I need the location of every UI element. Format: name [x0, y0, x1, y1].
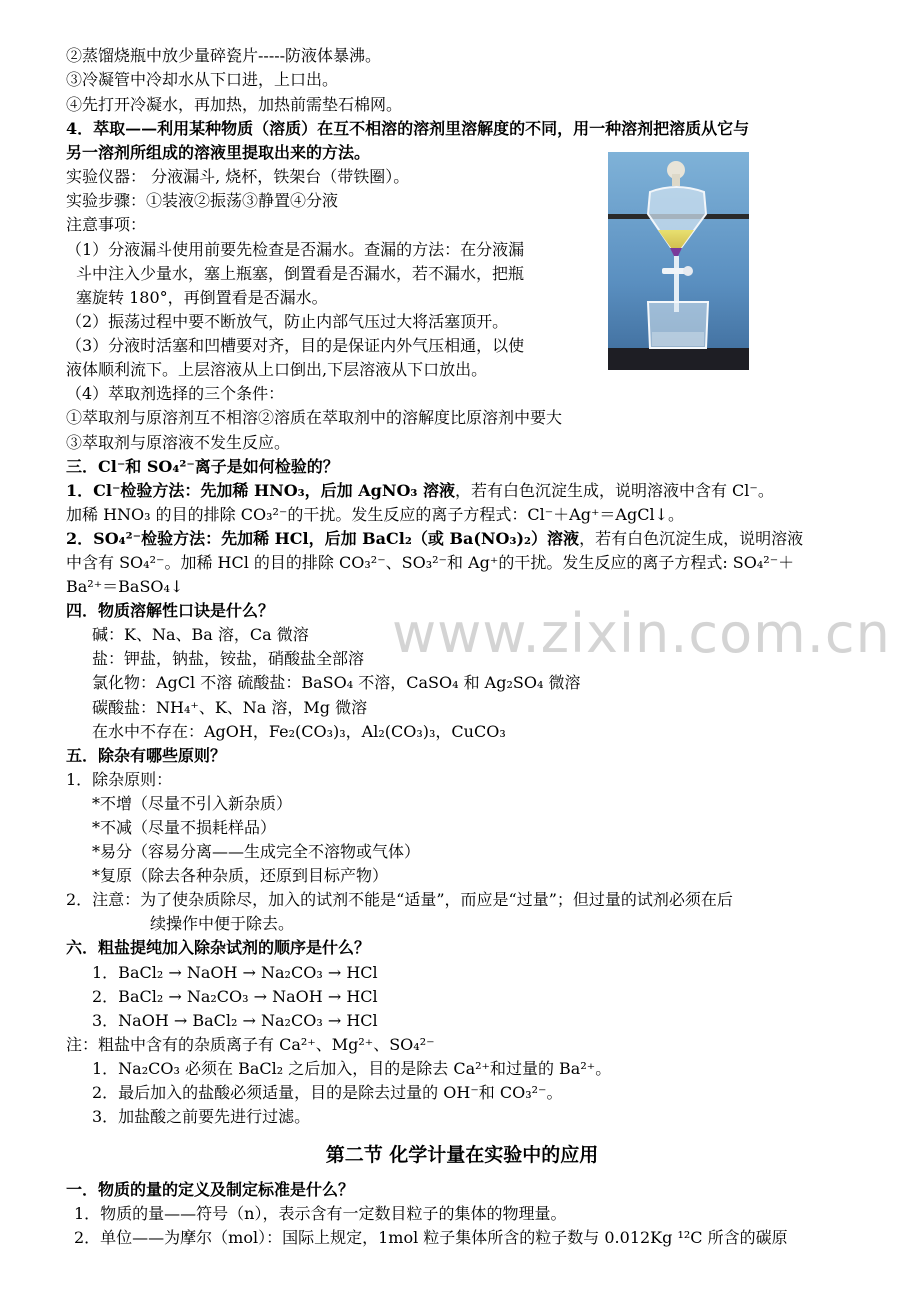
text-line: 1．Na₂CO₃ 必须在 BaCl₂ 之后加入，目的是除去 Ca²⁺和过量的 Ba²⁺。	[92, 1059, 612, 1078]
text-line: 塞旋转 180°，再倒置看是否漏水。	[76, 288, 328, 307]
text-line: （3）分液时活塞和凹槽要对齐，目的是保证内外气压相通，以使	[66, 336, 525, 355]
text-line: 加稀 HNO₃ 的目的排除 CO₃²⁻的干扰。发生反应的离子方程式：Cl⁻＋Ag⁺＝AgCl↓。	[66, 505, 684, 524]
text-line: 碳酸盐：NH₄⁺、K、Na 溶，Mg 微溶	[92, 698, 368, 717]
text-line: ④先打开冷凝水，再加热，加热前需垫石棉网。	[66, 95, 403, 114]
text-line: *不增（尽量不引入新杂质）	[92, 794, 293, 813]
text-line: 实验仪器： 分液漏斗, 烧杯，铁架台（带铁圈）。	[66, 167, 410, 186]
section-heading: 4．萃取——利用某种物质（溶质）在互不相溶的溶剂里溶解度的不同，用一种溶剂把溶质从它与	[66, 119, 750, 138]
text-line: （2）振荡过程中要不断放气，防止内部气压过大将活塞顶开。	[66, 312, 509, 331]
text-line: 2．注意：为了使杂质除尽，加入的试剂不能是“适量”，而应是“过量”；但过量的试剂必须在后	[66, 890, 733, 909]
text-line: *不减（尽量不损耗样品）	[92, 818, 277, 837]
text-line: 在水中不存在：AgOH，Fe₂(CO₃)₃，Al₂(CO₃)₃，CuCO₃	[92, 722, 506, 741]
text-line: 3．加盐酸之前要先进行过滤。	[92, 1107, 311, 1126]
text-line: 盐：钾盐，钠盐，铵盐，硝酸盐全部溶	[92, 649, 365, 668]
text-line: 液体顺利流下。上层溶液从上口倒出,下层溶液从下口放出。	[66, 360, 488, 379]
text-line: 注：粗盐中含有的杂质离子有 Ca²⁺、Mg²⁺、SO₄²⁻	[66, 1035, 435, 1054]
text-span: ，若有白色沉淀生成，说明溶液中含有 Cl⁻。	[454, 481, 774, 500]
text-line: （4）萃取剂选择的三个条件：	[66, 384, 285, 403]
text-line: 2．BaCl₂ → Na₂CO₃ → NaOH → HCl	[92, 987, 378, 1006]
text-line: 3．NaOH → BaCl₂ → Na₂CO₃ → HCl	[92, 1011, 378, 1030]
text-line: 1．物质的量——符号（n），表示含有一定数目粒子的集体的物理量。	[74, 1204, 567, 1223]
text-line	[66, 479, 774, 503]
text-line: *复原（除去各种杂质，还原到目标产物）	[92, 866, 389, 885]
text-line: 氯化物：AgCl 不溶 硫酸盐：BaSO₄ 不溶，CaSO₄ 和 Ag₂SO₄ 微溶	[92, 673, 581, 692]
text-line: 1．BaCl₂ → NaOH → Na₂CO₃ → HCl	[92, 963, 378, 982]
text-line: 1．除杂原则：	[66, 770, 173, 789]
section-heading: 六．粗盐提纯加入除杂试剂的顺序是什么？	[66, 938, 371, 957]
text-line: ①萃取剂与原溶剂互不相溶②溶质在萃取剂中的溶解度比原溶剂中要大	[66, 408, 563, 427]
section-heading: 五．除杂有哪些原则？	[66, 746, 227, 765]
section-heading: 三．Cl⁻和 SO₄²⁻离子是如何检验的？	[66, 457, 339, 476]
text-line: ②蒸馏烧瓶中放少量碎瓷片-----防液体暴沸。	[66, 46, 382, 65]
chapter-title: 第二节 化学计量在实验中的应用	[325, 1144, 599, 1166]
text-line: 续操作中便于除去。	[150, 914, 295, 933]
text-line: 实验步骤：①装液②振荡③静置④分液	[66, 191, 339, 210]
section-heading: 另一溶剂所组成的溶液里提取出来的方法。	[66, 143, 371, 162]
text-line: 注意事项：	[66, 215, 147, 234]
text-line: 碱：K、Na、Ba 溶，Ca 微溶	[92, 625, 309, 644]
text-line: （1）分液漏斗使用前要先检查是否漏水。查漏的方法：在分液漏	[66, 240, 525, 259]
watermark: www.zixin.com.cn	[392, 602, 891, 665]
text-span: ，若有白色沉淀生成，说明溶液	[579, 529, 804, 548]
text-line: *易分（容易分离——生成完全不溶物或气体）	[92, 842, 421, 861]
text-line: 2．单位——为摩尔（mol）：国际上规定，1mol 粒子集体所含的粒子数与 0.012Kg ¹²C 所含的碳原	[74, 1228, 788, 1247]
text-line: ③萃取剂与原溶液不发生反应。	[66, 433, 291, 452]
text-line	[66, 527, 803, 551]
text-line: Ba²⁺＝BaSO₄↓	[66, 577, 184, 596]
text-line: 2．最后加入的盐酸必须适量，目的是除去过量的 OH⁻和 CO₃²⁻。	[92, 1083, 563, 1102]
section-heading: 一．物质的量的定义及制定标准是什么？	[66, 1180, 355, 1199]
bold-phrase: 1．Cl⁻检验方法：先加稀 HNO₃，后加 AgNO₃ 溶液	[66, 481, 455, 500]
section-heading: 四．物质溶解性口诀是什么？	[66, 601, 275, 620]
text-line: 斗中注入少量水，塞上瓶塞，倒置看是否漏水，若不漏水，把瓶	[76, 264, 525, 283]
text-line: ③冷凝管中冷却水从下口进，上口出。	[66, 70, 339, 89]
bold-phrase: 2．SO₄²⁻检验方法：先加稀 HCl，后加 BaCl₂（或 Ba(NO₃)₂）溶液	[66, 529, 580, 548]
separatory-funnel-photo	[608, 152, 749, 370]
text-line: 中含有 SO₄²⁻。加稀 HCl 的目的排除 CO₃²⁻、SO₃²⁻和 Ag⁺的干扰。发生反应的离子方程式: SO₄²⁻＋	[66, 553, 795, 572]
